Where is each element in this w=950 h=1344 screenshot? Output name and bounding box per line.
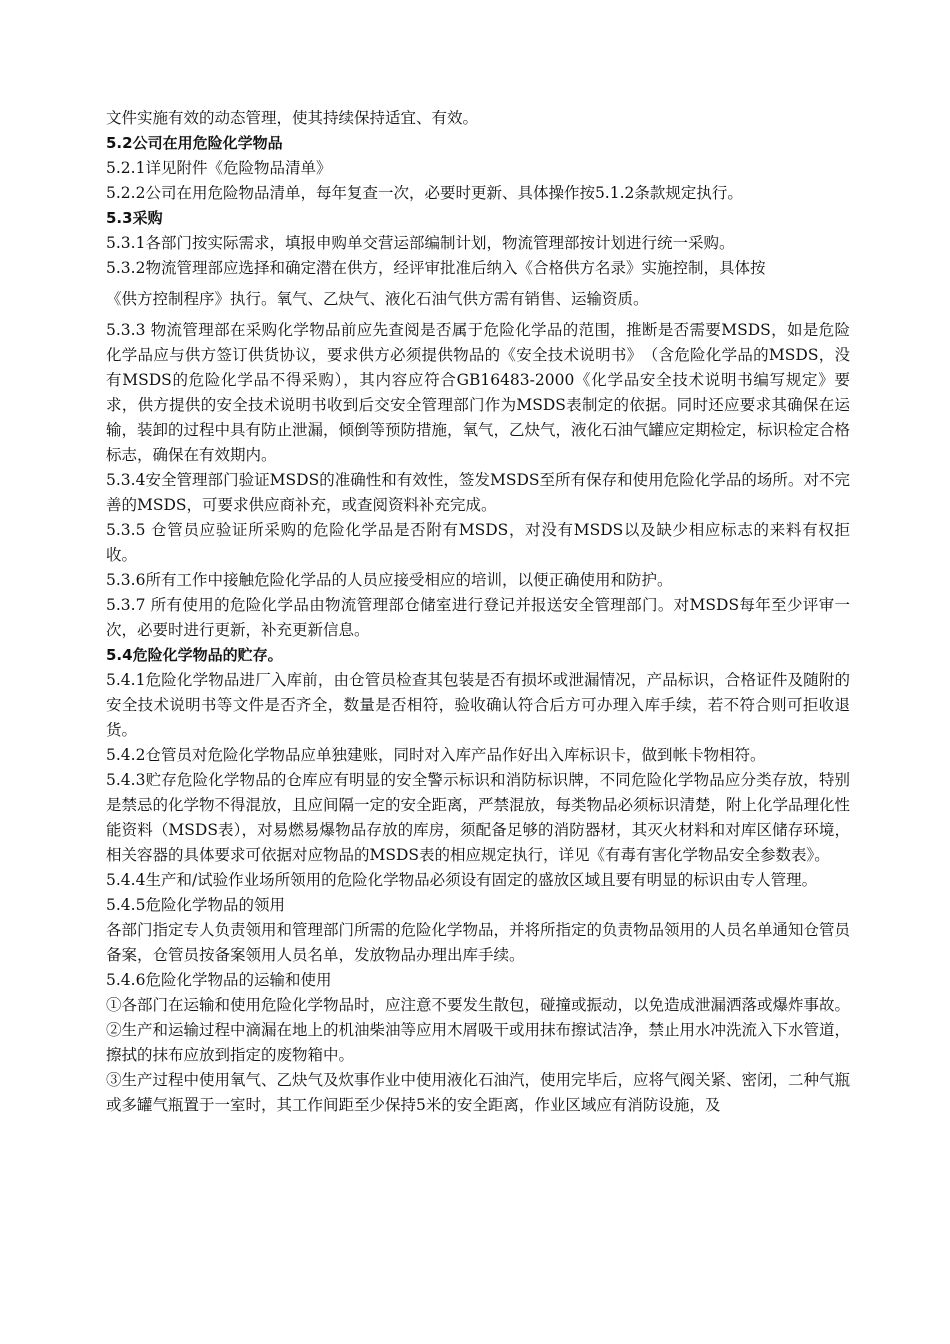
document-body [106, 106, 850, 1118]
paragraph: 5.2.1详见附件《危险物品清单》 [106, 159, 332, 177]
paragraph: 5.3.5 仓管员应验证所采购的危险化学品是否附有MSDS，对没有MSDS以及缺少相应标志的来料有权拒收。 [106, 521, 850, 564]
paragraph: 文件实施有效的动态管理，使其持续保持适宜、有效。 [106, 109, 479, 127]
paragraph: 5.4.5危险化学物品的领用 [106, 896, 285, 914]
paragraph: ①各部门在运输和使用危险化学物品时，应注意不要发生散包，碰撞或振动，以免造成泄漏洒落或爆炸事故。 [106, 996, 851, 1014]
section-heading: 5.4危险化学物品的贮存。 [106, 646, 283, 664]
paragraph: 5.3.7 所有使用的危险化学品由物流管理部仓储室进行登记并报送安全管理部门。对MSDS每年至少评审一次，必要时进行更新，补充更新信息。 [106, 596, 850, 639]
paragraph: 各部门指定专人负责领用和管理部门所需的危险化学物品，并将所指定的负责物品领用的人员名单通知仓管员备案，仓管员按备案领用人员名单，发放物品办理出库手续。 [106, 921, 851, 964]
paragraph: 5.3.3 物流管理部在采购化学物品前应先查阅是否属于危险化学品的范围，推断是否需要MSDS，如是危险化学品应与供方签订供货协议，要求供方必须提供物品的《安全技术说明书》 （含危险化学品的MSDS，没有MSDS的危险化学品不得采购），其内容应符合GB16483-2000《化学品安全技术说明书编写规定》要求，供方提供的安全技术说明书收到后交安全管理部门作为MSDS表制定的依据。同时还应要求其确保在运输，装卸的过程中具有防止泄漏，倾倒等预防措施，氧气，乙炔气，液化石油气罐应定期检定，标识检定合格标志，确保在有效期内。 [106, 321, 851, 464]
paragraph: 5.3.2物流管理部应选择和确定潜在供方，经评审批准后纳入《合格供方名录》实施控制，具体按 [106, 259, 766, 277]
paragraph: 5.4.3贮存危险化学物品的仓库应有明显的安全警示标识和消防标识牌，不同危险化学物品应分类存放，特别是禁忌的化学物不得混放，且应间隔一定的安全距离，严禁混放，每类物品必须标识清楚，附上化学品理化性能资料（MSDS表），对易燃易爆物品存放的库房，须配备足够的消防器材，其灭火材料和对库区储存环境，相关容器的具体要求可依据对应物品的MSDS表的相应规定执行，详见《有毒有害化学物品安全参数表》。 [106, 771, 851, 864]
paragraph: 5.4.4生产和/试验作业场所领用的危险化学物品必须设有固定的盛放区域且要有明显的标识由专人管理。 [106, 871, 818, 889]
paragraph: 5.4.2仓管员对危险化学物品应单独建账，同时对入库产品作好出入库标识卡，做到帐卡物相符。 [106, 746, 766, 764]
paragraph: 5.3.1各部门按实际需求，填报申购单交营运部编制计划，物流管理部按计划进行统一采购。 [106, 234, 735, 252]
paragraph: 5.3.6所有工作中接触危险化学品的人员应接受相应的培训，以便正确使用和防护。 [106, 571, 673, 589]
section-heading: 5.3采购 [106, 209, 163, 227]
paragraph: ③生产过程中使用氧气、乙炔气及炊事作业中使用液化石油汽，使用完毕后，应将气阀关紧、密闭，二种气瓶或多罐气瓶置于一室时，其工作间距至少保持5米的安全距离，作业区域应有消防设施，及 [106, 1071, 851, 1114]
paragraph: 5.3.4安全管理部门验证MSDS的准确性和有效性，签发MSDS至所有保存和使用危险化学品的场所。对不完善的MSDS，可要求供应商补充，或查阅资料补充完成。 [106, 471, 850, 514]
section-heading: 5.2公司在用危险化学物品 [106, 134, 283, 152]
paragraph: 5.4.6危险化学物品的运输和使用 [106, 971, 332, 989]
paragraph: ②生产和运输过程中滴漏在地上的机油柴油等应用木屑吸干或用抹布擦试洁净，禁止用水冲洗流入下水管道，擦拭的抹布应放到指定的废物箱中。 [106, 1021, 851, 1064]
paragraph: 5.4.1危险化学物品进厂入库前，由仓管员检查其包装是否有损坏或泄漏情况，产品标识，合格证件及随附的安全技术说明书等文件是否齐全，数量是否相符，验收确认符合后方可办理入库手续，若不符合则可拒收退货。 [106, 671, 850, 739]
paragraph: 《供方控制程序》执行。氧气、乙炔气、液化石油气供方需有销售、运输资质。 [106, 290, 649, 308]
paragraph: 5.2.2公司在用危险物品清单，每年复查一次，必要时更新、具体操作按5.1.2条款规定执行。 [106, 184, 743, 202]
